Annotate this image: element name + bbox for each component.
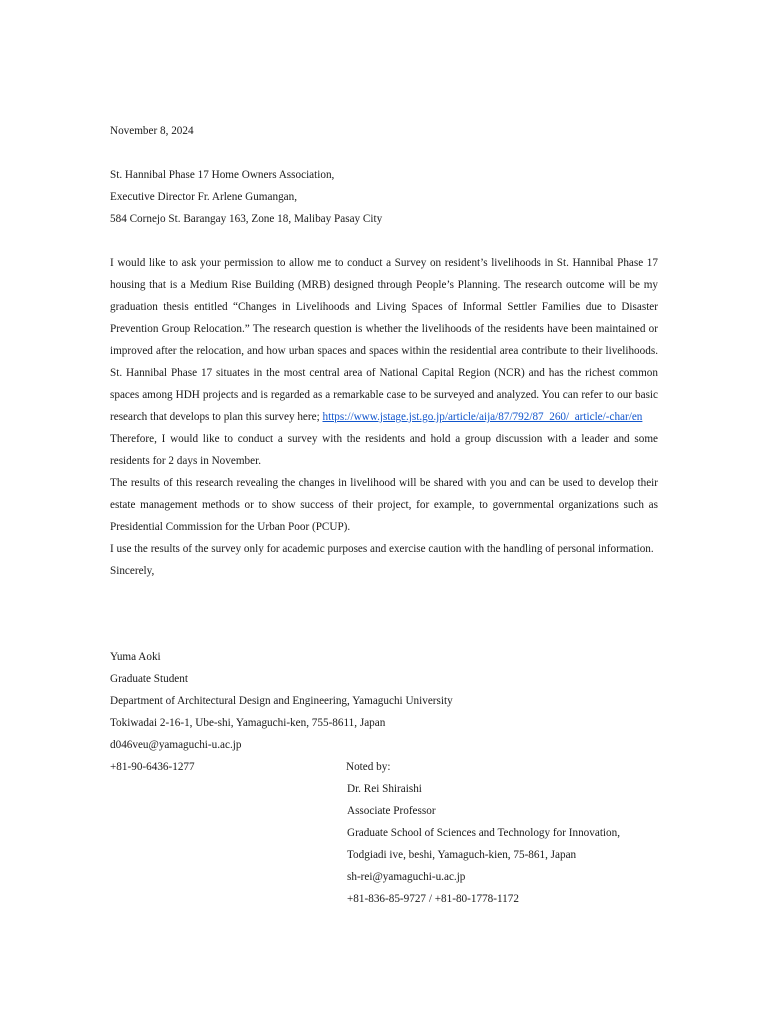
sender-department: Department of Architectural Design and Engineering, Yamaguchi University — [110, 695, 453, 707]
professor-address: Todgiadi ive, beshi, Yamaguch-kien, 75-861, Japan — [347, 849, 577, 861]
body-paragraph-4: I use the results of the survey only for academic purposes and exercise caution with the handling of personal information. — [110, 543, 654, 555]
body-paragraph-2: Therefore, I would like to conduct a survey with the residents and hold a group discussion with a leader and some residents for 2 days in November. — [110, 433, 658, 467]
professor-email: sh-rei@yamaguchi-u.ac.jp — [347, 871, 466, 883]
sender-phone: +81-90-6436-1277 — [110, 761, 195, 773]
letter-body — [110, 252, 658, 582]
sender-address: Tokiwadai 2-16-1, Ube-shi, Yamaguchi-ken, 755-8611, Japan — [110, 717, 386, 729]
body-paragraph-3: The results of this research revealing the changes in livelihood will be shared with you and can be used to develop their estate management methods or to show success of their project, for example, to governmental organizations such as Presidential Commission for the Urban Poor (PCUP). — [110, 477, 658, 533]
sender-email: d046veu@yamaguchi-u.ac.jp — [110, 739, 242, 751]
professor-title: Associate Professor — [347, 805, 436, 817]
recipient-director: Executive Director Fr. Arlene Gumangan, — [110, 191, 298, 203]
professor-phone: +81-836-85-9727 / +81-80-1778-1172 — [347, 893, 519, 905]
professor-school: Graduate School of Sciences and Technology for Innovation, — [347, 827, 621, 839]
sender-title: Graduate Student — [110, 673, 188, 685]
professor-name: Dr. Rei Shiraishi — [347, 783, 422, 795]
closing: Sincerely, — [110, 565, 155, 577]
sender-name: Yuma Aoki — [110, 651, 161, 663]
recipient-address: 584 Cornejo St. Barangay 163, Zone 18, Malibay Pasay City — [110, 213, 383, 225]
letter-date: November 8, 2024 — [110, 125, 194, 137]
recipient-organization: St. Hannibal Phase 17 Home Owners Association, — [110, 169, 335, 181]
noted-by-label: Noted by: — [346, 761, 391, 773]
research-link[interactable]: https://www.jstage.jst.go.jp/article/aija/87/792/87_260/_article/-char/en — [322, 411, 643, 423]
body-paragraph-1: I would like to ask your permission to allow me to conduct a Survey on resident’s livelihoods in St. Hannibal Phase 17 housing that is a Medium Rise Building (MRB) designed through People’s Planning. The research outcome will be my graduation thesis entitled “Changes in Livelihoods and Living Spaces of Informal Settler Families due to Disaster Prevention Group Relocation.” The research question is whether the livelihoods of the residents have been maintained or improved after the relocation, and how urban spaces and spaces within the residential area contribute to their livelihoods. St. Hannibal Phase 17 situates in the most central area of National Capital Region (NCR) and has the richest common spaces among HDH projects and is regarded as a remarkable case to be surveyed and analyzed. You can refer to our basic research that develops to plan this survey here; — [110, 257, 658, 423]
